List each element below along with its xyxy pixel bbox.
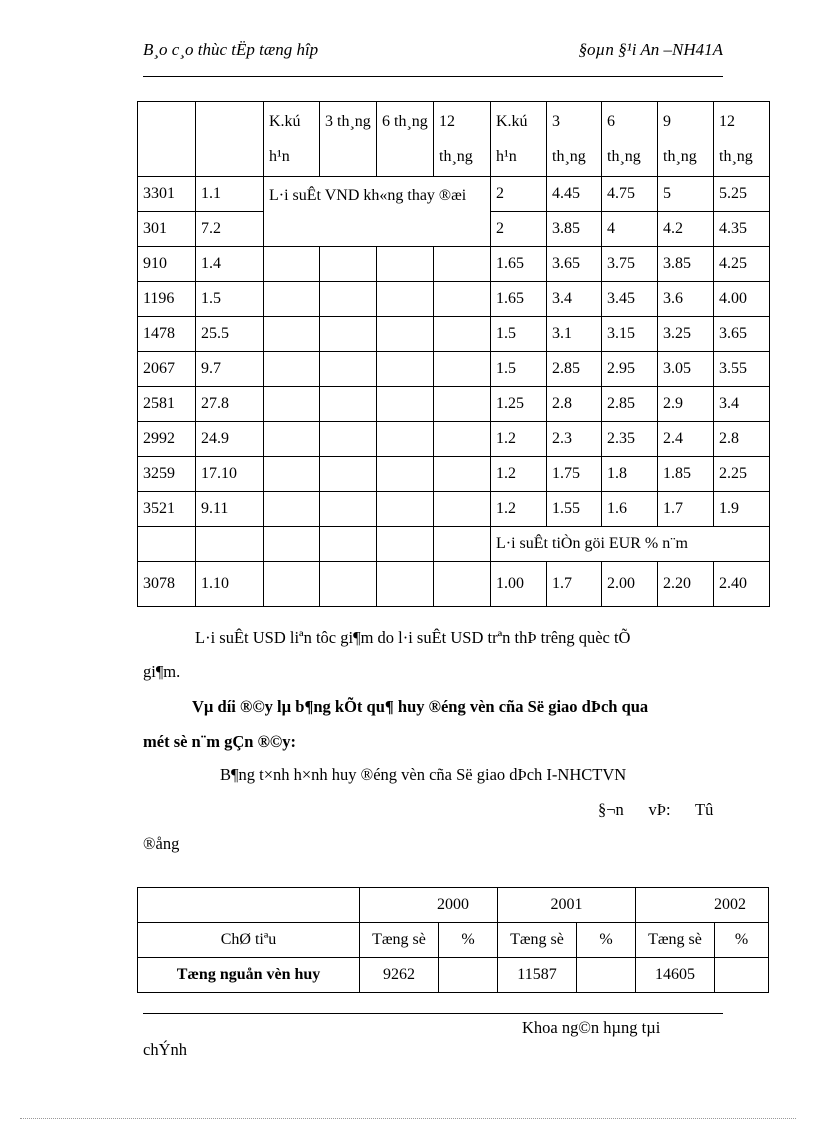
table-row — [138, 102, 770, 177]
year-header: 2002 — [636, 888, 769, 923]
table-cell: 2.4 — [658, 422, 714, 457]
table-cell: 4 — [602, 212, 658, 247]
table-cell: 3.4 — [547, 282, 602, 317]
label-header: ChØ tiªu — [138, 923, 360, 958]
table-cell: 2 — [491, 212, 547, 247]
table-cell: 2.20 — [658, 562, 714, 607]
table-cell: 5 — [658, 177, 714, 212]
table-cell: 2.9 — [658, 387, 714, 422]
table-cell — [377, 247, 434, 282]
table-cell: 3.1 — [547, 317, 602, 352]
footer-line2: chÝnh — [143, 1040, 187, 1059]
table-cell: 2.95 — [602, 352, 658, 387]
table-cell — [377, 282, 434, 317]
table-row — [138, 492, 770, 527]
table-cell: 1.65 — [491, 247, 547, 282]
table-row — [138, 352, 770, 387]
table-cell — [138, 527, 196, 562]
table-header-cell: 3 th¸ng — [547, 102, 602, 177]
table-header-cell: 6 th¸ng — [602, 102, 658, 177]
year-header: 2001 — [498, 888, 636, 923]
table-cell — [715, 958, 769, 993]
table-cell — [264, 422, 320, 457]
table-header-cell: K.kú h¹n — [264, 102, 320, 177]
table-row — [138, 888, 769, 923]
table-cell: 17.10 — [196, 457, 264, 492]
paragraph-intro-line1: Vµ díi ®©y lµ b¶ng kÕt qu¶ huy ®éng vèn cña Së giao dÞch qua — [192, 697, 649, 716]
table-header-cell: 12 th¸ng — [434, 102, 491, 177]
table-cell — [377, 422, 434, 457]
table-row — [138, 317, 770, 352]
unit-line: §¬n vÞ: Tû — [598, 800, 714, 819]
table-cell: 3.65 — [714, 317, 770, 352]
table-cell: 9262 — [360, 958, 439, 993]
table-cell: 3.85 — [547, 212, 602, 247]
table-cell: 2.00 — [602, 562, 658, 607]
table-cell: 2 — [491, 177, 547, 212]
eur-note-cell: L·i suÊt tiÒn göi EUR % n¨m — [491, 527, 770, 562]
table-cell: 14605 — [636, 958, 715, 993]
table-cell: 1.8 — [602, 457, 658, 492]
table-row — [138, 562, 770, 607]
table-cell — [138, 888, 360, 923]
table-cell: 3.85 — [658, 247, 714, 282]
table-cell: 3.75 — [602, 247, 658, 282]
table-cell — [434, 422, 491, 457]
table-header-cell: 9 th¸ng — [658, 102, 714, 177]
table-cell: 2.85 — [602, 387, 658, 422]
table-cell: 4.00 — [714, 282, 770, 317]
table-cell: 2067 — [138, 352, 196, 387]
page-header — [143, 40, 723, 64]
table-cell — [264, 317, 320, 352]
table-row — [138, 282, 770, 317]
table-header-cell: 3 th¸ng — [320, 102, 377, 177]
table-cell — [196, 527, 264, 562]
header-right: §oµn §¹i An –NH41A — [578, 40, 723, 59]
table-row — [138, 422, 770, 457]
table-cell — [434, 317, 491, 352]
table-cell: 3301 — [138, 177, 196, 212]
table-cell: 1.00 — [491, 562, 547, 607]
table-row — [138, 247, 770, 282]
table-cell: 3259 — [138, 457, 196, 492]
table-cell: 3078 — [138, 562, 196, 607]
table-cell: 1.5 — [491, 317, 547, 352]
table-cell — [377, 457, 434, 492]
table-cell: 3.6 — [658, 282, 714, 317]
table-cell: 1.10 — [196, 562, 264, 607]
table-cell: 27.8 — [196, 387, 264, 422]
table-cell: 5.25 — [714, 177, 770, 212]
table-cell — [434, 282, 491, 317]
table-cell: 2.85 — [547, 352, 602, 387]
table-cell: 9.7 — [196, 352, 264, 387]
header-rule — [143, 76, 723, 77]
table-cell: 2.3 — [547, 422, 602, 457]
table-header-cell: 12 th¸ng — [714, 102, 770, 177]
paragraph-usd-line1: L·i suÊt USD liªn tôc gi¶m do l·i suÊt USD trªn thÞ trêng quèc tÕ — [195, 628, 631, 647]
table-cell — [320, 387, 377, 422]
paragraph-intro-line2: mét sè n¨m gÇn ®©y: — [143, 732, 296, 751]
table-cell: 3.25 — [658, 317, 714, 352]
table-cell: 1.85 — [658, 457, 714, 492]
table-cell — [320, 457, 377, 492]
table-title: B¶ng t×nh h×nh huy ®éng vèn cña Së giao dÞch I-NHCTVN — [220, 765, 627, 784]
table-cell — [264, 527, 320, 562]
table-cell: 7.2 — [196, 212, 264, 247]
table-cell — [320, 352, 377, 387]
table-cell — [320, 562, 377, 607]
table-cell — [434, 457, 491, 492]
table-cell: 3.65 — [547, 247, 602, 282]
table-cell: 1.2 — [491, 422, 547, 457]
table-cell — [264, 282, 320, 317]
table-cell: 1.65 — [491, 282, 547, 317]
table-cell: 1.1 — [196, 177, 264, 212]
table-cell — [439, 958, 498, 993]
table-cell: 3.45 — [602, 282, 658, 317]
table-cell — [264, 457, 320, 492]
table-cell — [377, 352, 434, 387]
table-cell — [434, 562, 491, 607]
table-cell — [320, 247, 377, 282]
fund-mobilization-table — [137, 887, 769, 993]
interest-rate-table — [137, 101, 770, 607]
header-left: B¸o c¸o thùc tËp tæng hîp — [143, 40, 319, 59]
table-cell — [320, 422, 377, 457]
table-cell: 4.25 — [714, 247, 770, 282]
footer-rule — [143, 1013, 723, 1014]
table-cell: 11587 — [498, 958, 577, 993]
table-cell — [377, 317, 434, 352]
table-cell — [577, 958, 636, 993]
table-header-cell: K.kú h¹n — [491, 102, 547, 177]
column-header: Tæng sè — [636, 923, 715, 958]
table-row — [138, 177, 770, 212]
footer-line1: Khoa ng©n hµng tµi — [522, 1018, 661, 1037]
table-cell: 25.5 — [196, 317, 264, 352]
row-label: Tæng nguån vèn huy — [138, 958, 360, 993]
table-cell — [264, 352, 320, 387]
table-cell: 1.5 — [196, 282, 264, 317]
table-row — [138, 527, 770, 562]
table-cell: 1.2 — [491, 492, 547, 527]
table-cell: 2.40 — [714, 562, 770, 607]
table-cell: 4.2 — [658, 212, 714, 247]
table-cell: 1.7 — [547, 562, 602, 607]
table-cell — [264, 247, 320, 282]
table-cell: 4.75 — [602, 177, 658, 212]
table-cell — [320, 527, 377, 562]
table-cell: 2992 — [138, 422, 196, 457]
table-cell: 1.75 — [547, 457, 602, 492]
table-cell: 4.35 — [714, 212, 770, 247]
column-header: % — [715, 923, 769, 958]
table-cell: 3.4 — [714, 387, 770, 422]
table-cell: 910 — [138, 247, 196, 282]
column-header: Tæng sè — [360, 923, 439, 958]
table-cell — [377, 527, 434, 562]
table-cell: 1.55 — [547, 492, 602, 527]
table-cell: 2.8 — [714, 422, 770, 457]
table-cell: 3.55 — [714, 352, 770, 387]
table-cell: 2581 — [138, 387, 196, 422]
table-cell: 1.7 — [658, 492, 714, 527]
unit-line-continued: ®ång — [143, 834, 180, 853]
table-cell: 1.25 — [491, 387, 547, 422]
column-header: % — [577, 923, 636, 958]
table-cell: 1.4 — [196, 247, 264, 282]
table-cell: 1.6 — [602, 492, 658, 527]
paragraph-usd-line2: gi¶m. — [143, 662, 181, 681]
table-cell: 3.05 — [658, 352, 714, 387]
table-cell: 301 — [138, 212, 196, 247]
table-cell — [320, 317, 377, 352]
table-cell: 1478 — [138, 317, 196, 352]
table-cell: 2.8 — [547, 387, 602, 422]
table-cell — [377, 562, 434, 607]
table-cell: 1.2 — [491, 457, 547, 492]
table-cell — [264, 562, 320, 607]
table-cell — [320, 282, 377, 317]
table-row — [138, 923, 769, 958]
table-row — [138, 958, 769, 993]
table-cell — [264, 492, 320, 527]
table-cell: 4.45 — [547, 177, 602, 212]
table-cell: 1196 — [138, 282, 196, 317]
column-header: Tæng sè — [498, 923, 577, 958]
table-cell: 3.15 — [602, 317, 658, 352]
table-cell — [434, 247, 491, 282]
table-cell — [264, 387, 320, 422]
table-row — [138, 387, 770, 422]
column-header: % — [439, 923, 498, 958]
table-cell: 3521 — [138, 492, 196, 527]
table-cell: 24.9 — [196, 422, 264, 457]
table-cell — [377, 387, 434, 422]
table-cell — [434, 352, 491, 387]
table-cell — [138, 102, 196, 177]
table-cell — [434, 492, 491, 527]
page-bottom-border — [20, 1118, 796, 1119]
table-cell — [434, 387, 491, 422]
table-cell — [320, 492, 377, 527]
table-row — [138, 457, 770, 492]
table-cell: 1.9 — [714, 492, 770, 527]
year-header: 2000 — [360, 888, 498, 923]
table-cell — [434, 527, 491, 562]
vnd-note-cell: L·i suÊt VND kh«ng thay ®æi — [264, 177, 491, 247]
table-cell — [377, 492, 434, 527]
table-cell: 9.11 — [196, 492, 264, 527]
table-cell: 2.35 — [602, 422, 658, 457]
table-header-cell: 6 th¸ng — [377, 102, 434, 177]
table-cell: 2.25 — [714, 457, 770, 492]
table-cell — [196, 102, 264, 177]
table-cell: 1.5 — [491, 352, 547, 387]
